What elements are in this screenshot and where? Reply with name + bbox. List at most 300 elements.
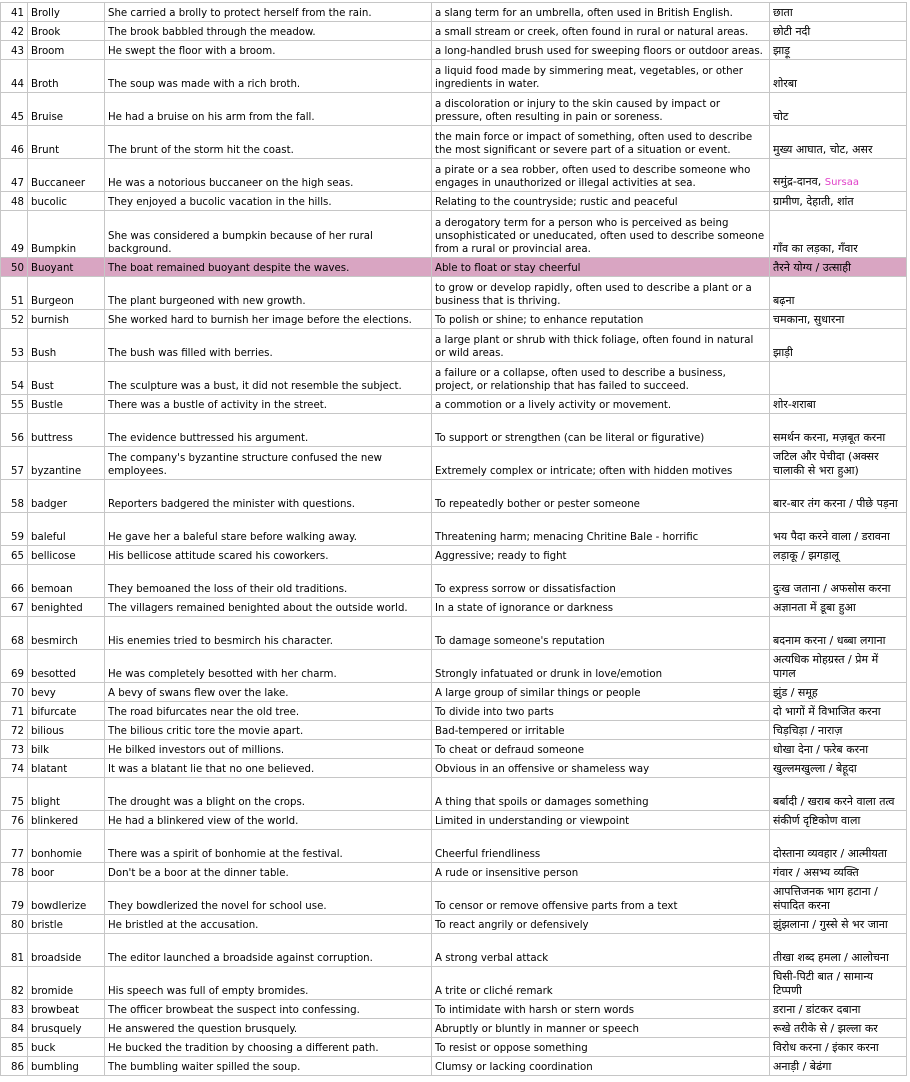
definition-text: a failure or a collapse, often used to describe a business, project, or relationship that has failed to succeed. xyxy=(435,368,726,392)
row-number-cell[interactable] xyxy=(1,513,28,546)
word-cell[interactable] xyxy=(28,1000,105,1019)
definition-cell[interactable] xyxy=(432,258,770,277)
row-number-text: 56 xyxy=(11,433,24,444)
word-cell[interactable] xyxy=(28,277,105,310)
row-number-cell[interactable] xyxy=(1,702,28,721)
example-sentence-cell[interactable] xyxy=(105,740,432,759)
example-sentence-cell[interactable] xyxy=(105,41,432,60)
hindi-meaning-text: बदनाम करना / धब्बा लगाना xyxy=(773,634,886,647)
example-sentence-cell[interactable] xyxy=(105,882,432,915)
hindi-meaning-text: मुख्य आघात, चोट, असर xyxy=(773,143,873,156)
example-sentence-cell[interactable] xyxy=(105,1038,432,1057)
row-number-cell[interactable] xyxy=(1,1000,28,1019)
example-sentence-cell[interactable] xyxy=(105,310,432,329)
hindi-meaning-text: अनाड़ी / बेढंगा xyxy=(773,1060,832,1073)
hindi-meaning-cell[interactable] xyxy=(770,41,907,60)
example-sentence-cell[interactable] xyxy=(105,546,432,565)
hindi-meaning-cell[interactable] xyxy=(770,967,907,1000)
definition-cell[interactable] xyxy=(432,192,770,211)
definition-cell[interactable] xyxy=(432,934,770,967)
hindi-meaning-cell[interactable] xyxy=(770,1000,907,1019)
example-sentence-cell[interactable] xyxy=(105,1019,432,1038)
hindi-meaning-cell[interactable] xyxy=(770,565,907,598)
row-number-cell[interactable] xyxy=(1,565,28,598)
word-text: bucolic xyxy=(31,197,68,208)
word-cell[interactable] xyxy=(28,93,105,126)
word-cell[interactable] xyxy=(28,811,105,830)
row-number-cell[interactable] xyxy=(1,414,28,447)
table-row xyxy=(1,830,907,863)
hindi-meaning-cell[interactable] xyxy=(770,513,907,546)
example-sentence-cell[interactable] xyxy=(105,721,432,740)
word-cell[interactable] xyxy=(28,126,105,159)
row-number-cell[interactable] xyxy=(1,683,28,702)
definition-text: To damage someone's reputation xyxy=(435,636,605,647)
definition-cell[interactable] xyxy=(432,740,770,759)
row-number-cell[interactable] xyxy=(1,447,28,480)
word-cell[interactable] xyxy=(28,1038,105,1057)
hindi-meaning-text: तैरने योग्य / उत्साही xyxy=(773,261,851,274)
hindi-meaning-text: भय पैदा करने वाला / डरावना xyxy=(773,530,890,543)
word-cell[interactable] xyxy=(28,830,105,863)
row-number-cell[interactable] xyxy=(1,3,28,22)
definition-cell[interactable] xyxy=(432,811,770,830)
vocabulary-table-body xyxy=(1,3,907,1076)
example-sentence-text: The sculpture was a bust, it did not resemble the subject. xyxy=(108,381,402,392)
hindi-meaning-cell[interactable] xyxy=(770,863,907,882)
table-row xyxy=(1,93,907,126)
definition-cell[interactable] xyxy=(432,277,770,310)
row-number-cell[interactable] xyxy=(1,1057,28,1076)
hindi-meaning-text: विरोध करना / इंकार करना xyxy=(773,1041,879,1054)
example-sentence-text: The road bifurcates near the old tree. xyxy=(108,707,300,718)
hindi-meaning-cell[interactable] xyxy=(770,1057,907,1076)
example-sentence-cell[interactable] xyxy=(105,650,432,683)
definition-cell[interactable] xyxy=(432,329,770,362)
definition-cell[interactable] xyxy=(432,395,770,414)
hindi-meaning-cell[interactable] xyxy=(770,546,907,565)
word-cell[interactable] xyxy=(28,702,105,721)
row-number-text: 46 xyxy=(11,145,24,156)
row-number-text: 70 xyxy=(11,688,24,699)
example-sentence-cell[interactable] xyxy=(105,915,432,934)
definition-cell[interactable] xyxy=(432,882,770,915)
hindi-meaning-cell[interactable] xyxy=(770,759,907,778)
hindi-meaning-cell[interactable] xyxy=(770,22,907,41)
word-cell[interactable] xyxy=(28,192,105,211)
definition-cell[interactable] xyxy=(432,93,770,126)
row-number-cell[interactable] xyxy=(1,211,28,258)
definition-text: To intimidate with harsh or stern words xyxy=(435,1005,635,1016)
row-number-cell[interactable] xyxy=(1,811,28,830)
row-number-cell[interactable] xyxy=(1,967,28,1000)
word-cell[interactable] xyxy=(28,617,105,650)
example-sentence-text: The brunt of the storm hit the coast. xyxy=(108,145,294,156)
definition-cell[interactable] xyxy=(432,546,770,565)
hindi-meaning-cell[interactable] xyxy=(770,934,907,967)
word-cell[interactable] xyxy=(28,650,105,683)
row-number-cell[interactable] xyxy=(1,546,28,565)
word-cell[interactable] xyxy=(28,362,105,395)
row-number-text: 69 xyxy=(11,669,24,680)
annotation-text: Sursaa xyxy=(824,177,859,188)
example-sentence-cell[interactable] xyxy=(105,22,432,41)
definition-text: the main force or impact of something, often used to describe the most significant or severe part of a situation or event. xyxy=(435,132,753,156)
definition-cell[interactable] xyxy=(432,565,770,598)
hindi-meaning-text: खुल्लमखुल्ला / बेहूदा xyxy=(773,762,857,775)
table-row xyxy=(1,513,907,546)
example-sentence-text: The bumbling waiter spilled the soup. xyxy=(108,1062,301,1073)
example-sentence-cell[interactable] xyxy=(105,683,432,702)
word-text: bromide xyxy=(31,986,74,997)
example-sentence-text: The company's byzantine structure confused the new employees. xyxy=(108,453,382,477)
definition-text: Aggressive; ready to fight xyxy=(435,551,567,562)
definition-text: a derogatory term for a person who is perceived as being unsophisticated or uneducated, often used to describe someone from a rural or provincial area. xyxy=(435,218,765,255)
word-cell[interactable] xyxy=(28,3,105,22)
row-number-cell[interactable] xyxy=(1,778,28,811)
definition-text: a long-handled brush used for sweeping floors or outdoor areas. xyxy=(435,46,763,57)
word-cell[interactable] xyxy=(28,546,105,565)
hindi-meaning-cell[interactable] xyxy=(770,211,907,258)
example-sentence-text: The officer browbeat the suspect into confessing. xyxy=(108,1005,360,1016)
row-number-cell[interactable] xyxy=(1,598,28,617)
row-number-cell[interactable] xyxy=(1,863,28,882)
word-cell[interactable] xyxy=(28,759,105,778)
definition-cell[interactable] xyxy=(432,159,770,192)
definition-text: a commotion or a lively activity or movement. xyxy=(435,400,672,411)
definition-text: To react angrily or defensively xyxy=(435,920,589,931)
example-sentence-cell[interactable] xyxy=(105,126,432,159)
definition-cell[interactable] xyxy=(432,1019,770,1038)
hindi-meaning-cell[interactable] xyxy=(770,650,907,683)
word-cell[interactable] xyxy=(28,211,105,258)
definition-cell[interactable] xyxy=(432,1057,770,1076)
hindi-meaning-cell[interactable] xyxy=(770,480,907,513)
hindi-meaning-text: शोर-शराबा xyxy=(773,398,816,411)
hindi-meaning-cell[interactable] xyxy=(770,830,907,863)
row-number-text: 83 xyxy=(11,1005,24,1016)
row-number-cell[interactable] xyxy=(1,329,28,362)
definition-cell[interactable] xyxy=(432,310,770,329)
definition-text: To cheat or defraud someone xyxy=(435,745,585,756)
row-number-cell[interactable] xyxy=(1,22,28,41)
word-cell[interactable] xyxy=(28,513,105,546)
example-sentence-text: He was a notorious buccaneer on the high seas. xyxy=(108,178,354,189)
table-row xyxy=(1,915,907,934)
example-sentence-cell[interactable] xyxy=(105,1000,432,1019)
example-sentence-cell[interactable] xyxy=(105,702,432,721)
definition-cell[interactable] xyxy=(432,513,770,546)
row-number-text: 77 xyxy=(11,849,24,860)
table-row xyxy=(1,882,907,915)
hindi-meaning-cell[interactable] xyxy=(770,617,907,650)
definition-cell[interactable] xyxy=(432,683,770,702)
example-sentence-cell[interactable] xyxy=(105,159,432,192)
definition-text: A rude or insensitive person xyxy=(435,868,579,879)
hindi-meaning-cell[interactable] xyxy=(770,60,907,93)
definition-text: To divide into two parts xyxy=(435,707,554,718)
definition-text: To polish or shine; to enhance reputation xyxy=(435,315,644,326)
definition-text: To repeatedly bother or pester someone xyxy=(435,499,640,510)
word-text: buttress xyxy=(31,433,73,444)
row-number-text: 72 xyxy=(11,726,24,737)
hindi-meaning-text: चोट xyxy=(773,110,789,123)
hindi-meaning-text: गंवार / असभ्य व्यक्ति xyxy=(773,866,859,879)
word-cell[interactable] xyxy=(28,565,105,598)
table-row xyxy=(1,60,907,93)
example-sentence-cell[interactable] xyxy=(105,277,432,310)
row-number-cell[interactable] xyxy=(1,617,28,650)
example-sentence-cell[interactable] xyxy=(105,863,432,882)
word-cell[interactable] xyxy=(28,414,105,447)
hindi-meaning-cell[interactable] xyxy=(770,915,907,934)
hindi-meaning-cell[interactable] xyxy=(770,93,907,126)
row-number-cell[interactable] xyxy=(1,93,28,126)
row-number-text: 41 xyxy=(11,8,24,19)
word-cell[interactable] xyxy=(28,740,105,759)
example-sentence-cell[interactable] xyxy=(105,759,432,778)
example-sentence-cell[interactable] xyxy=(105,362,432,395)
definition-text: Obvious in an offensive or shameless way xyxy=(435,764,650,775)
hindi-meaning-text: झुंझलाना / गुस्से से भर जाना xyxy=(773,918,888,931)
row-number-text: 65 xyxy=(11,551,24,562)
hindi-meaning-cell[interactable] xyxy=(770,329,907,362)
hindi-meaning-text: चमकाना, सुधारना xyxy=(773,313,845,326)
word-cell[interactable] xyxy=(28,258,105,277)
definition-cell[interactable] xyxy=(432,617,770,650)
definition-cell[interactable] xyxy=(432,702,770,721)
row-number-cell[interactable] xyxy=(1,740,28,759)
row-number-text: 49 xyxy=(11,244,24,255)
definition-cell[interactable] xyxy=(432,126,770,159)
row-number-cell[interactable] xyxy=(1,650,28,683)
word-cell[interactable] xyxy=(28,1057,105,1076)
hindi-meaning-cell[interactable] xyxy=(770,277,907,310)
row-number-cell[interactable] xyxy=(1,258,28,277)
example-sentence-cell[interactable] xyxy=(105,598,432,617)
definition-cell[interactable] xyxy=(432,967,770,1000)
hindi-meaning-cell[interactable] xyxy=(770,1038,907,1057)
hindi-meaning-text: समर्थन करना, मज़बूत करना xyxy=(773,431,886,444)
word-cell[interactable] xyxy=(28,310,105,329)
row-number-cell[interactable] xyxy=(1,362,28,395)
hindi-meaning-cell[interactable] xyxy=(770,192,907,211)
word-cell[interactable] xyxy=(28,41,105,60)
word-cell[interactable] xyxy=(28,934,105,967)
definition-cell[interactable] xyxy=(432,1038,770,1057)
hindi-meaning-text: तीखा शब्द हमला / आलोचना xyxy=(773,951,889,964)
row-number-cell[interactable] xyxy=(1,60,28,93)
row-number-text: 53 xyxy=(11,348,24,359)
example-sentence-cell[interactable] xyxy=(105,480,432,513)
definition-cell[interactable] xyxy=(432,650,770,683)
row-number-text: 59 xyxy=(11,532,24,543)
row-number-cell[interactable] xyxy=(1,721,28,740)
hindi-meaning-cell[interactable] xyxy=(770,778,907,811)
example-sentence-cell[interactable] xyxy=(105,830,432,863)
word-text: bonhomie xyxy=(31,849,82,860)
hindi-meaning-cell[interactable] xyxy=(770,811,907,830)
word-text: besmirch xyxy=(31,636,78,647)
row-number-cell[interactable] xyxy=(1,1038,28,1057)
hindi-meaning-cell[interactable] xyxy=(770,159,907,192)
hindi-meaning-cell[interactable] xyxy=(770,258,907,277)
row-number-text: 84 xyxy=(11,1024,24,1035)
definition-cell[interactable] xyxy=(432,211,770,258)
row-number-cell[interactable] xyxy=(1,126,28,159)
word-text: bemoan xyxy=(31,584,73,595)
word-text: bevy xyxy=(31,688,56,699)
word-cell[interactable] xyxy=(28,329,105,362)
hindi-meaning-cell[interactable] xyxy=(770,1019,907,1038)
example-sentence-cell[interactable] xyxy=(105,93,432,126)
table-row xyxy=(1,1019,907,1038)
row-number-text: 42 xyxy=(11,27,24,38)
definition-cell[interactable] xyxy=(432,598,770,617)
definition-cell[interactable] xyxy=(432,759,770,778)
hindi-meaning-cell[interactable] xyxy=(770,414,907,447)
example-sentence-cell[interactable] xyxy=(105,967,432,1000)
row-number-cell[interactable] xyxy=(1,277,28,310)
definition-cell[interactable] xyxy=(432,60,770,93)
table-row xyxy=(1,598,907,617)
row-number-cell[interactable] xyxy=(1,192,28,211)
table-row xyxy=(1,395,907,414)
definition-cell[interactable] xyxy=(432,3,770,22)
table-row xyxy=(1,721,907,740)
example-sentence-cell[interactable] xyxy=(105,811,432,830)
definition-cell[interactable] xyxy=(432,22,770,41)
word-cell[interactable] xyxy=(28,447,105,480)
definition-cell[interactable] xyxy=(432,447,770,480)
definition-cell[interactable] xyxy=(432,830,770,863)
word-text: bristle xyxy=(31,920,63,931)
example-sentence-cell[interactable] xyxy=(105,414,432,447)
word-cell[interactable] xyxy=(28,967,105,1000)
definition-text: a slang term for an umbrella, often used in British English. xyxy=(435,8,733,19)
example-sentence-cell[interactable] xyxy=(105,395,432,414)
example-sentence-text: They bemoaned the loss of their old traditions. xyxy=(108,584,348,595)
example-sentence-cell[interactable] xyxy=(105,60,432,93)
hindi-meaning-cell[interactable] xyxy=(770,362,907,395)
row-number-cell[interactable] xyxy=(1,759,28,778)
hindi-meaning-cell[interactable] xyxy=(770,702,907,721)
word-text: brusquely xyxy=(31,1024,82,1035)
table-row xyxy=(1,967,907,1000)
table-row xyxy=(1,617,907,650)
example-sentence-cell[interactable] xyxy=(105,565,432,598)
definition-cell[interactable] xyxy=(432,1000,770,1019)
definition-cell[interactable] xyxy=(432,721,770,740)
definition-cell[interactable] xyxy=(432,778,770,811)
example-sentence-cell[interactable] xyxy=(105,447,432,480)
hindi-meaning-text: बार-बार तंग करना / पीछे पड़ना xyxy=(773,497,898,510)
definition-cell[interactable] xyxy=(432,480,770,513)
row-number-cell[interactable] xyxy=(1,41,28,60)
definition-cell[interactable] xyxy=(432,41,770,60)
word-cell[interactable] xyxy=(28,778,105,811)
hindi-meaning-cell[interactable] xyxy=(770,447,907,480)
example-sentence-cell[interactable] xyxy=(105,617,432,650)
example-sentence-cell[interactable] xyxy=(105,192,432,211)
row-number-cell[interactable] xyxy=(1,915,28,934)
row-number-text: 76 xyxy=(11,816,24,827)
example-sentence-text: The villagers remained benighted about the outside world. xyxy=(108,603,408,614)
table-row xyxy=(1,565,907,598)
example-sentence-cell[interactable] xyxy=(105,211,432,258)
definition-cell[interactable] xyxy=(432,414,770,447)
word-cell[interactable] xyxy=(28,159,105,192)
example-sentence-cell[interactable] xyxy=(105,778,432,811)
definition-cell[interactable] xyxy=(432,863,770,882)
definition-cell[interactable] xyxy=(432,915,770,934)
word-cell[interactable] xyxy=(28,598,105,617)
definition-cell[interactable] xyxy=(432,362,770,395)
row-number-cell[interactable] xyxy=(1,395,28,414)
hindi-meaning-cell[interactable] xyxy=(770,740,907,759)
definition-text: A strong verbal attack xyxy=(435,953,549,964)
row-number-cell[interactable] xyxy=(1,830,28,863)
row-number-cell[interactable] xyxy=(1,159,28,192)
word-text: Bumpkin xyxy=(31,244,77,255)
example-sentence-cell[interactable] xyxy=(105,3,432,22)
word-cell[interactable] xyxy=(28,480,105,513)
hindi-meaning-text: रूखे तरीके से / झल्ला कर xyxy=(773,1022,878,1035)
word-cell[interactable] xyxy=(28,683,105,702)
hindi-meaning-text: झाड़ी xyxy=(773,346,793,359)
word-cell[interactable] xyxy=(28,1019,105,1038)
table-row xyxy=(1,683,907,702)
example-sentence-cell[interactable] xyxy=(105,329,432,362)
row-number-text: 78 xyxy=(11,868,24,879)
hindi-meaning-text: संकीर्ण दृष्टिकोण वाला xyxy=(773,814,861,827)
definition-text: Cheerful friendliness xyxy=(435,849,541,860)
word-text: Bush xyxy=(31,348,57,359)
hindi-meaning-text: झाड़ू xyxy=(773,44,791,57)
row-number-cell[interactable] xyxy=(1,882,28,915)
definition-text: Relating to the countryside; rustic and peaceful xyxy=(435,197,678,208)
hindi-meaning-cell[interactable] xyxy=(770,683,907,702)
hindi-meaning-cell[interactable] xyxy=(770,126,907,159)
word-text: bowdlerize xyxy=(31,901,87,912)
hindi-meaning-cell[interactable] xyxy=(770,395,907,414)
word-cell[interactable] xyxy=(28,395,105,414)
example-sentence-text: He bucked the tradition by choosing a different path. xyxy=(108,1043,379,1054)
hindi-meaning-cell[interactable] xyxy=(770,721,907,740)
row-number-cell[interactable] xyxy=(1,934,28,967)
word-cell[interactable] xyxy=(28,721,105,740)
word-cell[interactable] xyxy=(28,863,105,882)
example-sentence-cell[interactable] xyxy=(105,258,432,277)
row-number-cell[interactable] xyxy=(1,480,28,513)
hindi-meaning-cell[interactable] xyxy=(770,310,907,329)
hindi-meaning-cell[interactable] xyxy=(770,3,907,22)
row-number-cell[interactable] xyxy=(1,1019,28,1038)
example-sentence-cell[interactable] xyxy=(105,934,432,967)
example-sentence-cell[interactable] xyxy=(105,1057,432,1076)
example-sentence-cell[interactable] xyxy=(105,513,432,546)
word-cell[interactable] xyxy=(28,22,105,41)
word-cell[interactable] xyxy=(28,915,105,934)
word-cell[interactable] xyxy=(28,882,105,915)
word-cell[interactable] xyxy=(28,60,105,93)
example-sentence-text: He was completely besotted with her charm. xyxy=(108,669,337,680)
row-number-cell[interactable] xyxy=(1,310,28,329)
table-row xyxy=(1,192,907,211)
hindi-meaning-cell[interactable] xyxy=(770,598,907,617)
word-text: baleful xyxy=(31,532,66,543)
hindi-meaning-cell[interactable] xyxy=(770,882,907,915)
